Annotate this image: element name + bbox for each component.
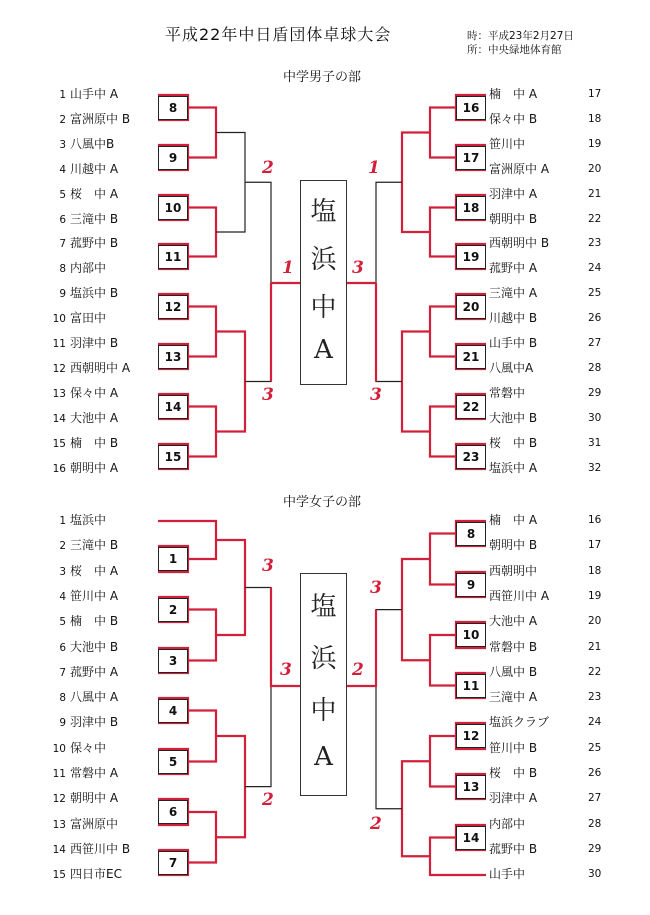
team-name: 塩浜中 B [70,286,119,300]
girls-right-team-name: 三滝中 A [489,690,538,704]
boys-left-team [50,286,118,301]
boys-right-r2-bracket [430,108,456,158]
boys-left-r2-bracket [188,108,216,158]
boys-score-right-upper: 1 [368,158,380,178]
girls-left-team [50,791,118,806]
boys-left-team [50,236,118,251]
girls-champion-char: A [314,742,333,772]
boys-right-team-number: 28 [588,362,602,374]
boys-right-team-number: 19 [588,138,602,150]
girls-score-right-lower: 2 [370,814,382,834]
boys-right-r3-bracket [402,332,430,432]
team-name: 保々中 A [70,386,119,400]
team-number: 13 [52,388,66,400]
team-number: 9 [59,717,66,729]
girls-right-r3-bracket [402,761,430,856]
team-name: 山手中 A [70,87,119,101]
girls-right-team-number: 17 [588,539,602,551]
boys-right-team-name: 朝明中 B [489,212,538,226]
boys-left-semi-bracket [245,182,271,381]
team-name: 羽津中 B [70,336,119,350]
girls-score-left-upper: 3 [262,556,274,576]
girls-right-match-box: 8 [456,522,486,546]
girls-right-team-number: 27 [588,792,602,804]
boys-right-match-box: 19 [456,245,486,269]
boys-left-match-box: 11 [158,245,188,269]
team-name: 三滝中 B [70,538,119,552]
boys-left-team [50,162,118,177]
girls-left-team [50,513,106,528]
team-number: 9 [59,288,66,300]
boys-left-match-box: 8 [158,96,188,120]
girls-left-match-box: 4 [158,699,188,723]
girls-right-semi-bracket [376,610,402,809]
girls-right-team-name: 山手中 [489,867,526,881]
girls-left-team [50,867,122,882]
team-number: 1 [59,89,66,101]
team-name: 大池中 B [70,640,119,654]
boys-score-left-center: 1 [282,258,294,278]
boys-right-team-number: 31 [588,437,602,449]
team-number: 10 [52,743,66,755]
boys-champion-char: 中 [310,293,337,323]
date-label: 時： [467,30,488,42]
team-name: 羽津中 B [70,715,119,729]
girls-left-team [50,538,118,553]
venue-value: 中央緑地体育館 [488,44,562,56]
boys-left-team [50,87,118,102]
girls-right-team-number: 21 [588,641,602,653]
girls-right-r2-bracket [430,635,456,686]
girls-left-match-box: 6 [158,800,188,824]
boys-right-team-number: 32 [588,462,602,474]
girls-right-team-name: 八風中 B [489,665,538,679]
girls-right-team-number: 20 [588,615,602,627]
boys-left-team [50,361,130,376]
team-name: 朝明中 A [70,461,119,475]
boys-left-team [50,112,130,127]
girls-right-team-number: 23 [588,691,602,703]
girls-left-r3-bracket [216,736,245,837]
boys-right-match-box: 18 [456,196,486,220]
team-name: 西笹川中 B [70,842,131,856]
girls-right-match-box: 11 [456,674,486,698]
boys-right-team-number: 22 [588,213,602,225]
boys-right-team-name: 保々中 B [489,112,538,126]
girls-right-team-number: 26 [588,767,602,779]
team-number: 2 [59,114,66,126]
boys-left-team [50,461,118,476]
team-name: 菰野中 B [70,236,119,250]
girls-right-match-box: 12 [456,724,486,748]
boys-right-team-number: 29 [588,387,602,399]
girls-right-r2-bracket [430,534,456,585]
girls-left-team [50,715,118,730]
girls-left-team [50,842,130,857]
boys-right-team-name: 西朝明中 B [489,236,550,250]
team-number: 5 [59,189,66,201]
girls-right-team-number: 28 [588,818,602,830]
boys-right-team-name: 川越中 B [489,311,538,325]
team-number: 10 [52,313,66,325]
boys-right-team-name: 常磐中 [489,386,526,400]
team-name: 三滝中 B [70,212,119,226]
girls-score-left-lower: 2 [262,790,274,810]
girls-right-team-name: 朝明中 B [489,538,538,552]
team-name: 塩浜中 [70,513,107,527]
boys-right-team-number: 30 [588,412,602,424]
team-name: 菰野中 A [70,665,119,679]
girls-left-team [50,564,118,579]
boys-score-left-lower: 3 [262,385,274,405]
team-number: 8 [59,692,66,704]
girls-right-team-name: 笹川中 B [489,741,538,755]
boys-left-match-box: 14 [158,395,188,419]
team-name: 保々中 [70,741,107,755]
boys-champion-char: A [314,335,333,365]
boys-right-team-number: 20 [588,163,602,175]
boys-right-team-name: 富洲原中 A [489,162,550,176]
team-name: 桜 中 A [70,187,119,201]
boys-right-r2-bracket [430,307,456,357]
boys-left-team [50,137,114,152]
girls-champion-char: 中 [310,696,337,726]
team-number: 4 [59,591,66,603]
team-name: 八風中B [70,137,115,151]
boys-left-team [50,386,118,401]
girls-right-team-name: 内部中 [489,817,526,831]
girls-left-team [50,766,118,781]
team-name: 笹川中 A [70,589,119,603]
boys-left-team [50,411,118,426]
girls-left-team [50,817,118,832]
boys-right-match-box: 23 [456,445,486,469]
girls-score-right-upper: 3 [370,578,382,598]
boys-left-match-box: 15 [158,445,188,469]
boys-right-r2-bracket [430,208,456,257]
girls-left-match-box: 3 [158,649,188,673]
girls-right-team-number: 22 [588,666,602,678]
team-number: 8 [59,263,66,275]
boys-right-semi-bracket [376,182,402,381]
team-name: 朝明中 A [70,791,119,805]
team-name: 楠 中 B [70,614,119,628]
team-name: 内部中 [70,261,107,275]
boys-right-team-number: 17 [588,88,602,100]
boys-right-team-number: 24 [588,262,602,274]
girls-section-title: 中学女子の部 [283,495,362,510]
girls-left-team [50,690,118,705]
girls-right-match-box: 13 [456,775,486,799]
boys-section-title: 中学男子の部 [283,70,362,85]
page-title: 平成22年中日盾団体卓球大会 [165,25,392,44]
girls-champion-char: 浜 [310,644,337,674]
team-number: 16 [52,463,66,475]
boys-left-team [50,212,118,227]
team-name: 常磐中 A [70,766,119,780]
girls-right-team-name: 西笹川中 A [489,589,550,603]
girls-right-team-name: 塩浜クラブ [489,715,550,729]
boys-left-team [50,336,118,351]
boys-right-team-number: 18 [588,113,602,125]
boys-right-team-number: 21 [588,188,602,200]
boys-left-r2-bracket [188,208,216,257]
girls-right-team-number: 24 [588,716,602,728]
boys-right-match-box: 22 [456,395,486,419]
boys-right-r2-bracket [430,407,456,457]
girls-left-r2-bracket [188,610,216,661]
boys-right-match-box: 21 [456,345,486,369]
boys-champion-char: 浜 [310,245,337,275]
team-number: 3 [59,139,66,151]
girls-score-right-center: 2 [352,660,364,680]
girls-right-team-number: 30 [588,868,602,880]
boys-left-match-box: 12 [158,295,188,319]
girls-left-match-box: 7 [158,851,188,875]
boys-right-team-number: 23 [588,237,602,249]
team-number: 6 [59,642,66,654]
girls-right-team-number: 29 [588,843,602,855]
date-value: 平成23年2月27日 [488,30,574,42]
girls-right-team-name: 桜 中 B [489,766,538,780]
girls-champion-char: 塩 [310,592,337,622]
boys-right-match-box: 16 [456,96,486,120]
girls-right-r3-bracket [402,559,430,660]
team-number: 7 [59,238,66,250]
girls-left-match-box: 1 [158,547,188,571]
girls-score-left-center: 3 [280,660,292,680]
girls-right-team-name: 楠 中 A [489,513,538,527]
boys-right-team-name: 羽津中 A [489,187,538,201]
boys-champion-char: 塩 [310,197,337,227]
team-number: 15 [52,869,66,881]
boys-score-right-lower: 3 [370,385,382,405]
boys-left-team [50,261,106,276]
team-name: 富田中 [70,311,107,325]
team-number: 3 [59,566,66,578]
boys-champion-box [300,180,347,385]
boys-left-team [50,436,118,451]
boys-right-team-name: 菰野中 A [489,261,538,275]
boys-left-r2-bracket [188,407,216,457]
boys-right-team-name: 山手中 B [489,336,538,350]
team-number: 14 [52,844,66,856]
venue-label: 所： [467,44,488,56]
team-number: 14 [52,413,66,425]
boys-right-team-number: 27 [588,337,602,349]
girls-right-team-number: 18 [588,565,602,577]
team-number: 6 [59,214,66,226]
girls-right-team-name: 西朝明中 [489,564,538,578]
team-number: 1 [59,515,66,527]
girls-right-match-box: 10 [456,623,486,647]
team-name: 富洲原中 [70,817,119,831]
girls-right-r2-bracket [430,736,456,787]
girls-left-r2-bracket [188,812,216,863]
boys-right-team-name: 八風中A [489,361,534,375]
girls-left-team [50,589,118,604]
boys-left-r3-bracket [216,332,245,432]
team-number: 7 [59,667,66,679]
girls-left-match-box: 2 [158,598,188,622]
girls-left-team [50,640,118,655]
girls-left-team [50,614,118,629]
team-number: 5 [59,616,66,628]
girls-left-r3-bracket [216,540,245,635]
team-number: 4 [59,164,66,176]
team-name: 八風中 A [70,690,119,704]
girls-right-team-name: 常磐中 B [489,640,538,654]
team-name: 四日市EC [70,867,122,881]
boys-left-match-box: 13 [158,345,188,369]
boys-left-match-box: 9 [158,146,188,170]
girls-left-match-box: 5 [158,750,188,774]
girls-left-team [50,665,118,680]
girls-left-semi-bracket [245,588,271,787]
boys-right-match-box: 17 [456,146,486,170]
team-name: 桜 中 A [70,564,119,578]
boys-right-match-box: 20 [456,295,486,319]
boys-right-team-name: 三滝中 A [489,286,538,300]
boys-left-r3-bracket [216,133,245,233]
team-number: 11 [52,338,66,350]
team-number: 11 [52,768,66,780]
boys-right-team-name: 塩浜中 A [489,461,538,475]
girls-right-match-box: 9 [456,573,486,597]
girls-right-match-box: 14 [456,826,486,850]
team-number: 13 [52,819,66,831]
boys-left-team [50,187,118,202]
girls-right-team-number: 19 [588,590,602,602]
team-number: 12 [52,793,66,805]
boys-right-team-name: 桜 中 B [489,436,538,450]
girls-right-team-number: 16 [588,514,602,526]
girls-right-team-name: 羽津中 A [489,791,538,805]
team-name: 富洲原中 B [70,112,131,126]
team-number: 15 [52,438,66,450]
team-number: 2 [59,540,66,552]
boys-right-r3-bracket [402,133,430,233]
team-name: 楠 中 B [70,436,119,450]
boys-right-team-number: 26 [588,312,602,324]
boys-left-team [50,311,106,326]
boys-left-r2-bracket [188,307,216,357]
boys-score-right-center: 3 [352,258,364,278]
girls-left-team [50,741,106,756]
girls-right-team-name: 大池中 A [489,614,538,628]
boys-score-left-upper: 2 [262,158,274,178]
boys-left-match-box: 10 [158,196,188,220]
boys-right-team-number: 25 [588,287,602,299]
team-name: 川越中 A [70,162,119,176]
team-name: 大池中 A [70,411,119,425]
boys-right-team-name: 大池中 B [489,411,538,425]
girls-champion-box [300,573,347,796]
boys-right-team-name: 笹川中 [489,137,526,151]
girls-right-team-name: 菰野中 B [489,842,538,856]
boys-right-team-name: 楠 中 A [489,87,538,101]
team-name: 西朝明中 A [70,361,131,375]
girls-left-r2-bracket [188,711,216,762]
girls-right-team-number: 25 [588,742,602,754]
team-number: 12 [52,363,66,375]
